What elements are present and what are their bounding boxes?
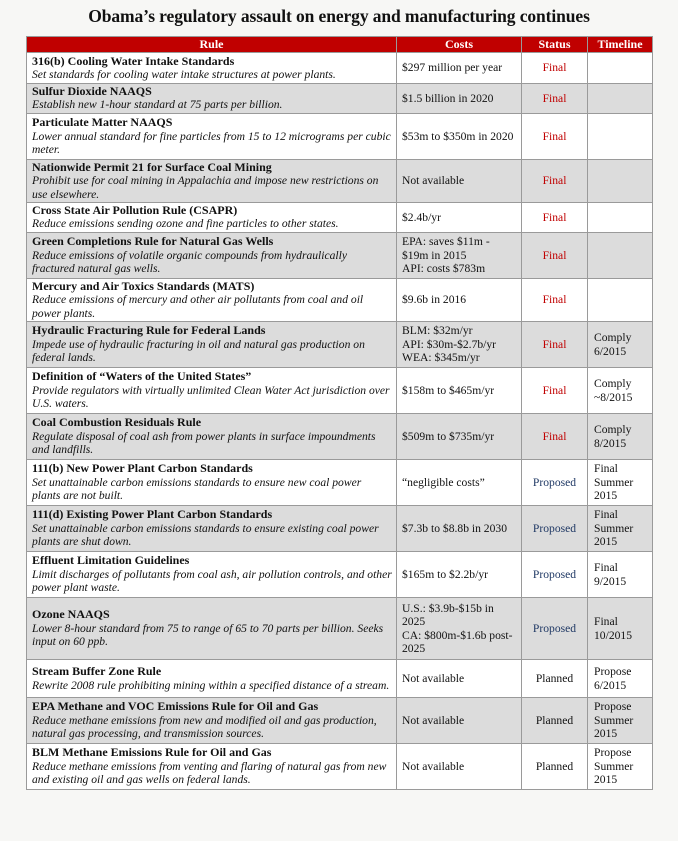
cost-line: $2.4b/yr xyxy=(402,210,441,224)
costs-cell xyxy=(397,53,522,84)
cost-line: $7.3b to $8.8b in 2030 xyxy=(402,521,507,535)
status-badge: Proposed xyxy=(532,621,577,635)
status-badge: Final xyxy=(542,429,567,443)
timeline-cell xyxy=(588,113,653,159)
table-body xyxy=(27,53,653,790)
cost-line: BLM: $32m/yr xyxy=(402,324,473,338)
rule-name: Particulate Matter NAAQS xyxy=(32,115,173,130)
rule-cell xyxy=(27,460,397,506)
costs-cell xyxy=(397,159,522,202)
rule-description: Establish new 1-hour standard at 75 parts per billion. xyxy=(32,98,283,112)
status-badge: Final xyxy=(542,61,567,75)
timeline-cell xyxy=(588,660,653,698)
rule-name: Effluent Limitation Guidelines xyxy=(32,553,190,568)
table-row xyxy=(27,368,653,414)
rule-name: Coal Combustion Residuals Rule xyxy=(32,415,202,430)
rule-description: Rewrite 2008 rule prohibiting mining within a specified distance of a stream. xyxy=(32,678,390,692)
timeline-cell xyxy=(588,203,653,233)
cost-line: WEA: $345m/yr xyxy=(402,351,480,365)
costs-cell xyxy=(397,278,522,321)
costs-cell xyxy=(397,506,522,552)
header-status: Status xyxy=(522,37,588,53)
rule-name: 111(d) Existing Power Plant Carbon Standards xyxy=(32,507,273,522)
status-badge: Final xyxy=(542,210,567,224)
rule-name: Nationwide Permit 21 for Surface Coal Mining xyxy=(32,159,272,174)
costs-cell xyxy=(397,744,522,790)
cost-line: CA: $800m-$1.6b post-2025 xyxy=(402,628,513,655)
rule-description: Lower 8-hour standard from 75 to range of 65 to 70 parts per billion. Seeks input on 60 ppb. xyxy=(32,621,384,649)
rule-cell xyxy=(27,278,397,321)
header-costs: Costs xyxy=(397,37,522,53)
status-cell xyxy=(522,322,588,368)
status-badge: Planned xyxy=(535,713,574,727)
status-cell xyxy=(522,744,588,790)
rule-description: Prohibit use for coal mining in Appalachia and impose new restrictions on use elsewhere. xyxy=(32,174,379,201)
status-cell xyxy=(522,460,588,506)
timeline-line: Propose xyxy=(594,700,632,714)
status-badge: Proposed xyxy=(532,475,577,489)
timeline-cell xyxy=(588,552,653,598)
timeline-line: Summer xyxy=(594,521,634,535)
timeline-line: 2015 xyxy=(594,773,618,787)
cost-line: Not available xyxy=(402,759,465,773)
table-header-row xyxy=(27,37,653,53)
rule-name: 111(b) New Power Plant Carbon Standards xyxy=(32,461,253,476)
status-cell xyxy=(522,84,588,114)
cost-line: Not available xyxy=(402,713,465,727)
costs-cell xyxy=(397,322,522,368)
costs-cell xyxy=(397,84,522,114)
cost-line: U.S.: $3.9b-$15b in 2025 xyxy=(402,601,494,629)
status-cell xyxy=(522,53,588,84)
timeline-line: 6/2015 xyxy=(594,344,627,358)
cost-line: $297 million per year xyxy=(402,61,503,75)
rule-description: Set unattainable carbon emissions standards to ensure existing coal power plants are shut down. xyxy=(32,521,379,549)
timeline-line: 9/2015 xyxy=(594,574,627,588)
timeline-cell xyxy=(588,414,653,460)
rule-name: Definition of “Waters of the United States” xyxy=(32,369,252,384)
rule-cell xyxy=(27,552,397,598)
timeline-line: 2015 xyxy=(594,727,618,741)
table-row xyxy=(27,414,653,460)
table-row xyxy=(27,113,653,159)
table-row xyxy=(27,460,653,506)
rule-description: Impede use of hydraulic fracturing in oil and natural gas production on federal lands. xyxy=(32,337,365,365)
status-badge: Proposed xyxy=(532,567,577,581)
status-badge: Final xyxy=(542,383,567,397)
rule-description: Lower annual standard for fine particles from 15 to 12 micrograms per cubic meter. xyxy=(32,129,391,157)
timeline-cell xyxy=(588,744,653,790)
timeline-line: Propose xyxy=(594,746,632,760)
status-cell xyxy=(522,368,588,414)
cost-line: $165m to $2.2b/yr xyxy=(402,567,488,581)
costs-cell xyxy=(397,203,522,233)
costs-cell xyxy=(397,414,522,460)
costs-cell xyxy=(397,660,522,698)
table-row xyxy=(27,698,653,744)
timeline-cell xyxy=(588,232,653,278)
timeline-line: Comply xyxy=(594,377,632,391)
timeline-cell xyxy=(588,698,653,744)
rule-cell xyxy=(27,698,397,744)
status-cell xyxy=(522,278,588,321)
rule-cell xyxy=(27,322,397,368)
rule-name: Stream Buffer Zone Rule xyxy=(32,664,162,679)
timeline-line: Comply xyxy=(594,423,632,437)
status-cell xyxy=(522,232,588,278)
status-cell xyxy=(522,552,588,598)
status-cell xyxy=(522,660,588,698)
timeline-cell xyxy=(588,322,653,368)
rule-name: Cross State Air Pollution Rule (CSAPR) xyxy=(32,203,238,218)
timeline-cell xyxy=(588,460,653,506)
status-badge: Final xyxy=(542,174,567,188)
timeline-line: 8/2015 xyxy=(594,436,627,450)
timeline-line: Summer xyxy=(594,475,634,489)
costs-cell xyxy=(397,232,522,278)
status-badge: Planned xyxy=(535,671,574,685)
timeline-line: ~8/2015 xyxy=(594,390,633,404)
rule-name: Green Completions Rule for Natural Gas Wells xyxy=(32,234,274,249)
cost-line: $53m to $350m in 2020 xyxy=(402,129,514,143)
table-row xyxy=(27,322,653,368)
rule-name: Hydraulic Fracturing Rule for Federal Lands xyxy=(32,323,266,338)
rule-cell xyxy=(27,414,397,460)
status-cell xyxy=(522,698,588,744)
status-badge: Final xyxy=(542,91,567,105)
timeline-cell xyxy=(588,506,653,552)
status-cell xyxy=(522,203,588,233)
rule-cell xyxy=(27,368,397,414)
rule-name: 316(b) Cooling Water Intake Standards xyxy=(32,53,235,68)
table-row xyxy=(27,84,653,114)
regulations-table xyxy=(26,36,653,790)
rule-description: Reduce emissions of volatile organic compounds from hydraulically fractured natural gas wells. xyxy=(32,248,348,276)
timeline-line: 2015 xyxy=(594,489,618,503)
timeline-line: Propose xyxy=(594,665,632,679)
rule-name: Mercury and Air Toxics Standards (MATS) xyxy=(32,278,255,293)
cost-line: EPA: saves $11m - $19m in 2015 xyxy=(402,235,490,262)
status-badge: Planned xyxy=(535,759,574,773)
rule-cell xyxy=(27,53,397,84)
rule-name: Ozone NAAQS xyxy=(32,607,110,622)
timeline-cell xyxy=(588,84,653,114)
table-row xyxy=(27,278,653,321)
table-row xyxy=(27,506,653,552)
timeline-cell xyxy=(588,278,653,321)
costs-cell xyxy=(397,552,522,598)
timeline-cell xyxy=(588,53,653,84)
timeline-line: 10/2015 xyxy=(594,628,633,642)
rule-description: Reduce emissions of mercury and other air pollutants from coal and oil power plants. xyxy=(32,293,364,320)
rule-cell xyxy=(27,203,397,233)
page-title: Obama’s regulatory assault on energy and manufacturing continues xyxy=(88,6,590,26)
cost-line: “negligible costs” xyxy=(402,475,485,489)
timeline-line: 6/2015 xyxy=(594,678,627,692)
rule-description: Provide regulators with virtually unlimited Clean Water Act jurisdiction over U.S. waters. xyxy=(32,383,390,411)
rule-name: BLM Methane Emissions Rule for Oil and Gas xyxy=(32,745,272,760)
cost-line: API: costs $783m xyxy=(402,262,486,276)
status-badge: Proposed xyxy=(532,521,577,535)
table-row xyxy=(27,744,653,790)
timeline-line: Comply xyxy=(594,331,632,345)
costs-cell xyxy=(397,113,522,159)
rule-cell xyxy=(27,660,397,698)
timeline-line: Final xyxy=(594,561,618,575)
rule-description: Set unattainable carbon emissions standards to ensure new coal power plants are not built. xyxy=(32,475,362,503)
status-cell xyxy=(522,414,588,460)
status-badge: Final xyxy=(542,293,567,307)
rule-cell xyxy=(27,159,397,202)
timeline-line: 2015 xyxy=(594,535,618,549)
costs-cell xyxy=(397,368,522,414)
table-row xyxy=(27,598,653,660)
table-row xyxy=(27,660,653,698)
costs-cell xyxy=(397,598,522,660)
status-cell xyxy=(522,159,588,202)
header-rule: Rule xyxy=(27,37,397,53)
cost-line: Not available xyxy=(402,174,465,188)
header-timeline: Timeline xyxy=(588,37,653,53)
status-cell xyxy=(522,506,588,552)
table-row xyxy=(27,53,653,84)
cost-line: Not available xyxy=(402,671,465,685)
timeline-line: Final xyxy=(594,615,618,629)
timeline-line: Summer xyxy=(594,759,634,773)
timeline-cell xyxy=(588,159,653,202)
cost-line: $509m to $735m/yr xyxy=(402,429,495,443)
timeline-line: Summer xyxy=(594,713,634,727)
rule-cell xyxy=(27,84,397,114)
table-row xyxy=(27,203,653,233)
rule-description: Reduce emissions sending ozone and fine particles to other states. xyxy=(32,217,339,231)
costs-cell xyxy=(397,460,522,506)
rule-description: Set standards for cooling water intake structures at power plants. xyxy=(32,68,336,81)
rule-cell xyxy=(27,232,397,278)
rule-cell xyxy=(27,598,397,660)
timeline-cell xyxy=(588,368,653,414)
timeline-line: Final xyxy=(594,462,618,476)
rule-cell xyxy=(27,506,397,552)
table-row xyxy=(27,552,653,598)
table-row xyxy=(27,159,653,202)
rule-description: Limit discharges of pollutants from coal ash, air pollution controls, and other power plant waste. xyxy=(32,567,392,595)
cost-line: $158m to $465m/yr xyxy=(402,383,495,397)
cost-line: API: $30m-$2.7b/yr xyxy=(402,337,497,351)
status-badge: Final xyxy=(542,129,567,143)
rule-description: Regulate disposal of coal ash from power plants in surface impoundments and landfills. xyxy=(32,429,376,457)
status-cell xyxy=(522,598,588,660)
cost-line: $9.6b in 2016 xyxy=(402,293,467,307)
rule-description: Reduce methane emissions from new and modified oil and gas production, natural gas processing, and transmission sources. xyxy=(32,713,377,741)
rule-cell xyxy=(27,744,397,790)
status-badge: Final xyxy=(542,337,567,351)
status-cell xyxy=(522,113,588,159)
rule-description: Reduce methane emissions from venting and flaring of natural gas from new and existing oil and gas wells on federal lands. xyxy=(32,759,387,787)
rule-cell xyxy=(27,113,397,159)
costs-cell xyxy=(397,698,522,744)
cost-line: $1.5 billion in 2020 xyxy=(402,91,494,105)
status-badge: Final xyxy=(542,248,567,262)
timeline-cell xyxy=(588,598,653,660)
timeline-line: Final xyxy=(594,508,618,522)
table-row xyxy=(27,232,653,278)
rule-name: Sulfur Dioxide NAAQS xyxy=(32,84,152,98)
rule-name: EPA Methane and VOC Emissions Rule for Oil and Gas xyxy=(32,699,319,714)
